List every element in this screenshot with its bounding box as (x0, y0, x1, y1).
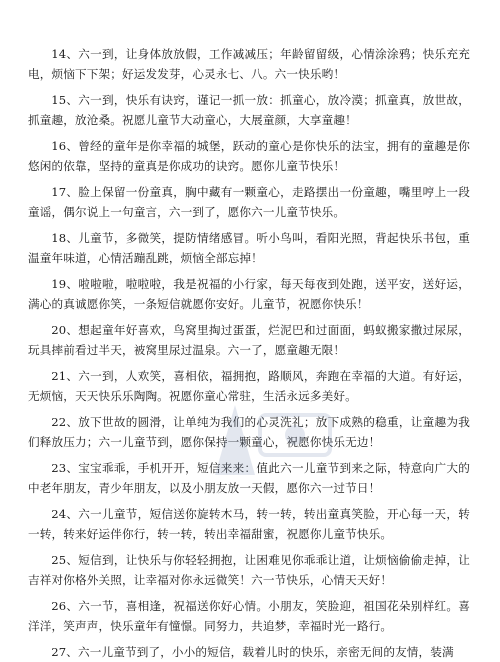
paragraph-14: 14、六一到，让身体放放假，工作减减压；年龄留留级，心情涂涂鸦；快乐充充电，烦恼下下架；好运发发芽，心灵永七、八。六一快乐哟！ (28, 47, 470, 81)
paragraph-27: 27、六一儿童节到了，小小的短信，载着儿时的快乐，亲密无间的友情，装满 (51, 645, 454, 659)
paragraph-16: 16、曾经的童年是你幸福的城堡，跃动的童心是你快乐的法宝，拥有的童趣是你悠闲的依靠，坚持的童真是你成功的诀窍。愿你儿童节快乐！ (28, 139, 470, 173)
paragraph-21: 21、六一到，人欢笑，喜相依，福拥抱，路顺风，奔跑在幸福的大道。有好运，无烦恼，天天快乐乐陶陶。祝愿你童心常驻，生活永远多美好。 (28, 369, 470, 403)
paragraph-15: 15、六一到，快乐有诀窍，谨记一抓一放：抓童心，放冷漠；抓童真，放世故，抓童趣，放沧桑。祝愿儿童节大动童心，大展童颜，大享童趣！ (28, 93, 470, 127)
paragraph-26: 26、六一节，喜相逢，祝福送你好心情。小朋友，笑脸迎，祖国花朵别样红。喜洋洋，笑声声，快乐童年有憧憬。同努力，共追梦，幸福时光一路行。 (28, 599, 470, 633)
paragraph-23: 23、宝宝乖乖，手机开开，短信来来：值此六一儿童节到来之际，特意向广大的中老年朋友，青少年朋友，以及小朋友放一天假，愿你六一过节日！ (28, 461, 470, 495)
paragraph-24: 24、六一儿童节，短信送你旋转木马，转一转，转出童真笑脸，开心每一天，转一转，转来好运伴你行，转一转，转出幸福甜蜜，祝愿你儿童节快乐。 (28, 507, 470, 541)
paragraph-20: 20、想起童年好喜欢，鸟窝里掏过蛋蛋，烂泥巴和过面面，蚂蚁搬家撒过尿尿，玩具摔前看过半天，被窝里尿过温泉。六一了，愿童趣无限！ (28, 323, 470, 357)
paragraph-19: 19、啦啦啦，啦啦啦，我是祝福的小行家，每天每夜到处跑，送平安，送好运，满心的真诚愿你笑，一条短信就愿你安好。儿童节，祝愿你快乐！ (28, 277, 470, 311)
paragraph-22: 22、放下世故的圆滑，让单纯为我们的心灵洗礼；放下成熟的稳重，让童趣为我们释放压力；六一儿童节到，愿你保持一颗童心，祝愿你快乐无边！ (28, 415, 470, 449)
paragraph-17: 17、脸上保留一份童真，胸中藏有一颗童心，走路摆出一份童趣，嘴里哼上一段童谣，偶尔说上一句童言，六一到了，愿你六一儿童节快乐。 (28, 185, 470, 219)
paragraph-18: 18、儿童节，多微笑，提防情绪感冒。听小鸟叫，看阳光照，背起快乐书包，重温童年味道，心情活蹦乱跳，烦恼全部忘掉！ (28, 231, 470, 265)
paragraph-25: 25、短信到，让快乐与你轻轻拥抱，让困难见你乖乖让道，让烦恼偷偷走掉，让吉祥对你格外关照，让幸福对你永远微笑！六一节快乐，心情天天好！ (28, 553, 470, 587)
